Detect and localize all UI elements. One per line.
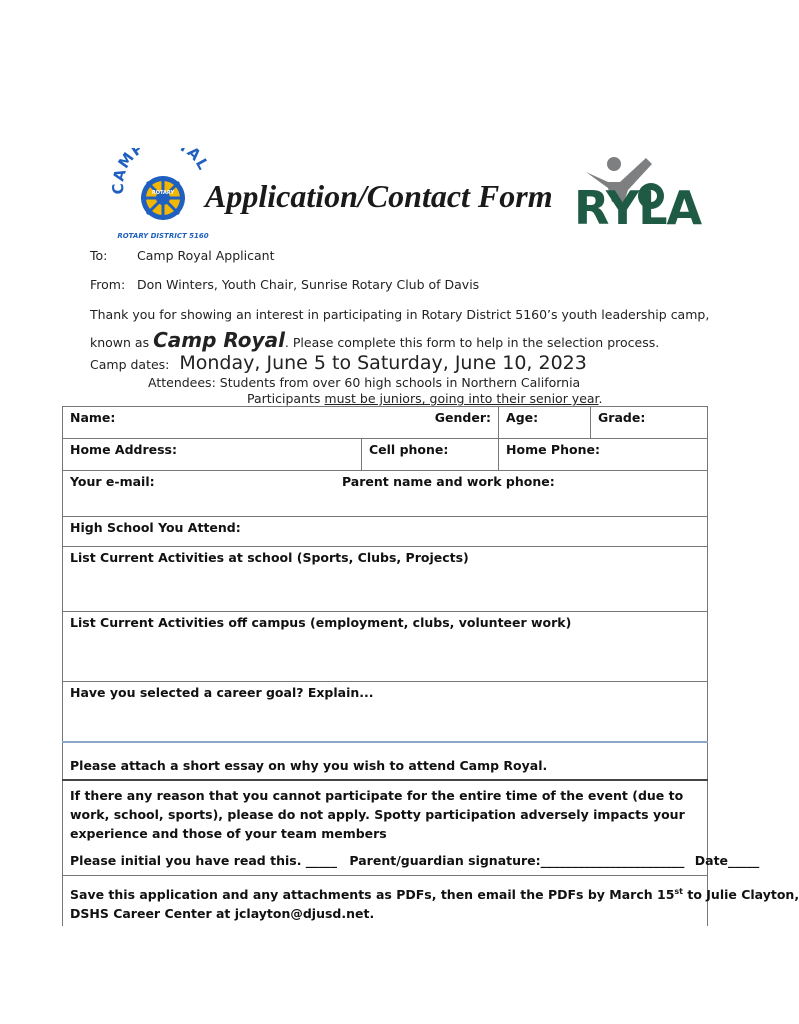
essay-row	[63, 742, 708, 780]
participants-text	[247, 391, 603, 406]
career-goal-field[interactable]	[63, 682, 708, 742]
ryla-logo-text: RYLA	[574, 181, 702, 235]
to-value: Camp Royal Applicant	[137, 248, 275, 263]
camp-dates-value: Monday, June 5 to Saturday, June 10, 2023	[179, 352, 587, 374]
application-form	[62, 406, 799, 926]
intro-prefix: known as	[90, 335, 150, 350]
essay-label: Please attach a short essay on why you wish to attend Camp Royal.	[70, 757, 548, 773]
home-phone-field[interactable]	[499, 439, 708, 471]
date-line: Date_____	[694, 852, 760, 868]
activities-school-label: List Current Activities at school (Sports, Clubs, Projects)	[70, 550, 469, 565]
activities-school-field[interactable]	[63, 547, 708, 612]
high-school-field[interactable]	[63, 517, 708, 547]
initial-signature-line[interactable]	[70, 851, 760, 870]
home-address-field[interactable]	[63, 439, 362, 471]
from-value: Don Winters, Youth Chair, Sunrise Rotary Club of Davis	[137, 277, 480, 292]
camp-dates	[90, 352, 587, 374]
intro-line-1: Thank you for showing an interest in participating in Rotary District 5160’s youth leadership camp,	[90, 307, 710, 322]
camp-dates-label: Camp dates:	[90, 357, 170, 372]
participants-requirement: must be juniors, going into their senior year	[324, 391, 599, 406]
age-label: Age:	[506, 410, 539, 425]
activities-off-campus-field[interactable]	[63, 612, 708, 682]
submit-line-1-prefix: Save this application and any attachments as PDFs, then email the PDFs by March 15	[70, 887, 675, 903]
grade-label: Grade:	[598, 410, 646, 425]
attendance-section	[63, 780, 760, 876]
camp-name: Camp Royal	[153, 328, 285, 352]
participants-prefix: Participants	[247, 391, 321, 406]
home-phone-label: Home Phone:	[506, 442, 600, 457]
signature-line: Parent/guardian signature:_______________________	[349, 852, 685, 868]
cell-phone-field[interactable]	[362, 439, 499, 471]
email-label: Your e-mail:	[70, 474, 155, 489]
camp-royal-logo	[110, 148, 216, 240]
email-parent-row[interactable]	[63, 471, 708, 517]
page-title: Application/Contact Form	[205, 178, 553, 214]
from-label: From:	[90, 277, 126, 292]
initial-line: Please initial you have read this. _____	[70, 852, 338, 868]
high-school-label: High School You Attend:	[70, 520, 241, 535]
submit-line-2: DSHS Career Center at jclayton@djusd.net.	[70, 906, 375, 922]
career-goal-label: Have you selected a career goal? Explain...	[70, 685, 374, 700]
submission-instructions	[63, 876, 799, 927]
home-address-label: Home Address:	[70, 442, 177, 457]
intro-suffix: . Please complete this form to help in the selection process.	[284, 335, 660, 350]
attendees-text: Attendees: Students from over 60 high schools in Northern California	[148, 375, 581, 390]
grade-field[interactable]	[591, 407, 708, 439]
submit-line-1	[70, 882, 799, 904]
intro-line-2	[90, 328, 659, 352]
gender-label: Gender:	[434, 410, 492, 425]
logo-inner-text: ROTARY	[151, 190, 175, 196]
submit-line-1-suffix: to Julie Clayton,	[683, 887, 799, 903]
gender-field[interactable]	[425, 407, 499, 439]
logo-ring-text: CAMP AL	[110, 148, 213, 195]
cell-phone-label: Cell phone:	[369, 442, 449, 457]
logo-district-text: ROTARY DISTRICT 5160	[117, 232, 209, 240]
submit-line-1-sup: st	[674, 887, 683, 896]
to-label: To:	[90, 248, 108, 263]
participants-suffix: .	[598, 391, 603, 406]
age-field[interactable]	[499, 407, 591, 439]
parent-phone-label: Parent name and work phone:	[341, 474, 555, 489]
activities-off-label: List Current Activities off campus (employment, clubs, volunteer work)	[70, 615, 572, 630]
ryla-logo	[572, 152, 718, 235]
name-field[interactable]	[63, 407, 425, 439]
attendance-note: If there any reason that you cannot participate for the entire time of the event (due to work, school, sports), please do not apply. Spotty participation adversely impacts your experience and those of your team members	[70, 787, 685, 841]
name-label: Name:	[70, 410, 116, 425]
